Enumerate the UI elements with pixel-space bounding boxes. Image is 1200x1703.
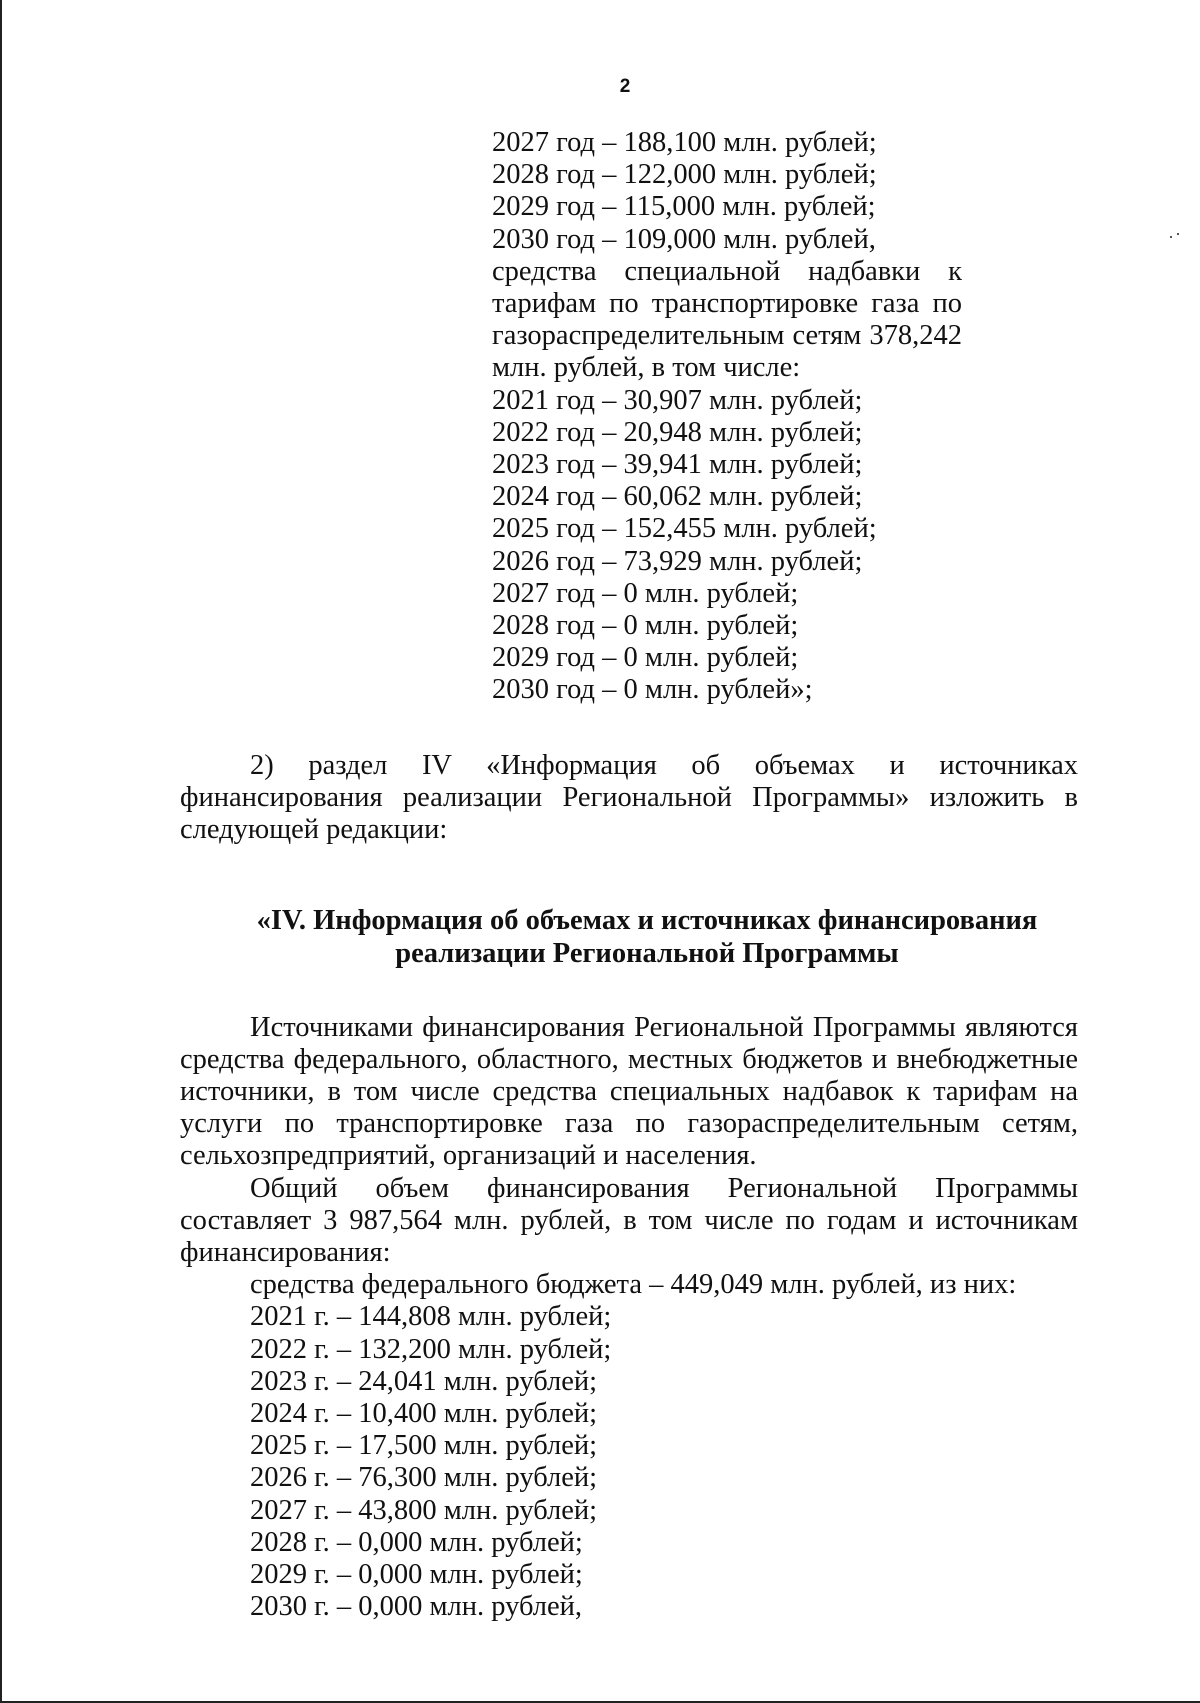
section-heading: [216, 904, 1078, 970]
list-item: 2021 г. – 144,808 млн. рублей;: [250, 1301, 612, 1333]
text-line: 2026 год – 73,929 млн. рублей;: [492, 545, 863, 577]
federal-budget-list: [250, 1269, 1078, 1623]
text-line: 2023 год – 39,941 млн. рублей;: [492, 449, 863, 481]
list-item: 2024 г. – 10,400 млн. рублей;: [250, 1398, 598, 1430]
list-item: 2026 г. – 76,300 млн. рублей;: [250, 1462, 598, 1494]
section-intro: 2) раздел IV «Информация об объемах и источниках финансирования реализации Региональной Программы» изложить в следующей редакции:: [180, 750, 1078, 846]
text-line: 2028 год – 122,000 млн. рублей;: [492, 159, 877, 191]
text-line: 2030 год – 0 млн. рублей»;: [492, 674, 813, 706]
text-line: 2029 год – 0 млн. рублей;: [492, 642, 799, 674]
text-line: 2024 год – 60,062 млн. рублей;: [492, 481, 863, 513]
list-item: 2029 г. – 0,000 млн. рублей;: [250, 1559, 583, 1591]
text-line: тарифам по транспортировке газа по: [492, 288, 962, 320]
heading-line-1: «IV. Информация об объемах и источниках финансирования: [256, 904, 1038, 936]
list-item: 2028 г. – 0,000 млн. рублей;: [250, 1526, 583, 1558]
text-line: 2030 год – 109,000 млн. рублей,: [492, 223, 876, 255]
text-line: 2029 год – 115,000 млн. рублей;: [492, 191, 876, 223]
text-line: млн. рублей, в том числе:: [492, 352, 801, 384]
list-item: 2022 г. – 132,200 млн. рублей;: [250, 1333, 612, 1365]
text-line: 2027 год – 188,100 млн. рублей;: [492, 127, 877, 158]
main-body: [180, 750, 1078, 1623]
text-line: 2025 год – 152,455 млн. рублей;: [492, 513, 877, 545]
list-item: 2027 г. – 43,800 млн. рублей;: [250, 1494, 598, 1526]
text-line: 2028 год – 0 млн. рублей;: [492, 610, 799, 642]
text-line: газораспределительным сетям 378,242: [492, 320, 962, 352]
text-line: 2021 год – 30,907 млн. рублей;: [492, 384, 863, 416]
list-item: 2030 г. – 0,000 млн. рублей,: [250, 1591, 583, 1623]
text-line: средства специальной надбавки к: [492, 255, 962, 287]
paragraph-total: Общий объем финансирования Региональной Программы составляет 3 987,564 млн. рублей, в том числе по годам и источникам финансирования:: [180, 1172, 1078, 1269]
paragraph-sources: Источниками финансирования Региональной Программы являются средства федерального, областного, местных бюджетов и внебюджетные источники, в том числе средства специальных надбавок к тарифам на услуги по транспортировке газа по газораспределительным сетям, сельхозпредприятий, организаций и населения.: [180, 1011, 1078, 1172]
scan-speck: [1170, 236, 1172, 238]
list-item: 2023 г. – 24,041 млн. рублей;: [250, 1365, 598, 1397]
text-line: 2022 год – 20,948 млн. рублей;: [492, 416, 863, 448]
list-item: средства федерального бюджета – 449,049 млн. рублей, из них:: [250, 1269, 1017, 1301]
page-number: 2: [619, 76, 631, 97]
scan-speck: [1177, 233, 1179, 235]
list-item: 2025 г. – 17,500 млн. рублей;: [250, 1430, 598, 1462]
text-line: 2027 год – 0 млн. рублей;: [492, 577, 799, 609]
continuation-column: [492, 127, 962, 707]
heading-line-2: реализации Региональной Программы: [395, 937, 899, 969]
